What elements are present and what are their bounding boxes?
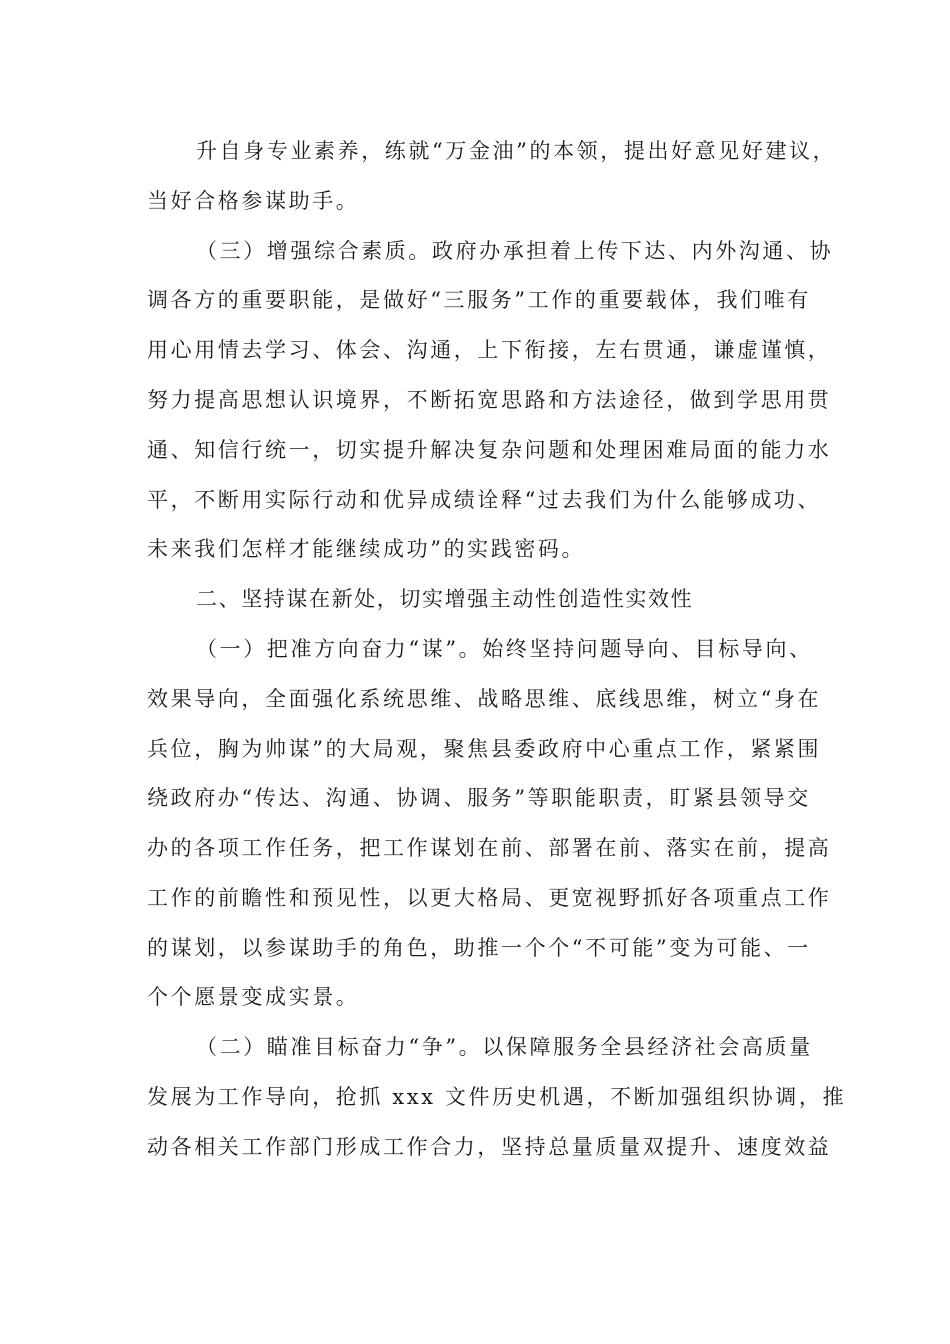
text-line: 工作的前瞻性和预见性，以更大格局、更宽视野抓好各项重点工作 xyxy=(147,886,832,910)
text-line: 调各方的重要职能，是做好“三服务”工作的重要载体，我们唯有 xyxy=(147,288,811,312)
text-line: 努力提高思想认识境界，不断拓宽思路和方法途径，做到学思用贯 xyxy=(147,388,832,412)
text-line: 效果导向，全面强化系统思维、战略思维、底线思维，树立“身在 xyxy=(147,687,822,711)
text-line: 未来我们怎样才能继续成功”的实践密码。 xyxy=(147,537,586,561)
text-line: （一）把准方向奋力“谋”。始终坚持问题导向、目标导向、 xyxy=(196,637,813,661)
text-line: 通、知信行统一，切实提升解决复杂问题和处理困难局面的能力水 xyxy=(147,438,832,462)
text-line: 绕政府办“传达、沟通、协调、服务”等职能职责，盯紧县领导交 xyxy=(147,786,811,810)
text-line: 办的各项工作任务，把工作谋划在前、部署在前、落实在前，提高 xyxy=(147,836,832,860)
text-line: 发展为工作导向，抢抓 xxx 文件历史机遇，不断加强组织协调，推 xyxy=(147,1085,847,1109)
text-line: 用心用情去学习、体会、沟通，上下衔接，左右贯通，谦虚谨慎， xyxy=(147,338,832,362)
text-line: （三）增强综合素质。政府办承担着上传下达、内外沟通、协 xyxy=(196,239,834,263)
text-line: 平，不断用实际行动和优异成绩诠释“过去我们为什么能够成功、 xyxy=(147,488,822,512)
text-line: 当好合格参谋助手。 xyxy=(147,189,360,213)
text-line: （二）瞄准目标奋力“争”。以保障服务全县经济社会高质量 xyxy=(196,1035,813,1059)
text-line: 动各相关工作部门形成工作合力，坚持总量质量双提升、速度效益 xyxy=(147,1135,832,1159)
text-line: 升自身专业素养，练就“万金油”的本领，提出好意见好建议， xyxy=(196,139,837,163)
section-heading: 二、坚持谋在新处，切实增强主动性创造性实效性 xyxy=(196,587,694,611)
text-line: 个个愿景变成实景。 xyxy=(147,985,360,1009)
text-line: 的谋划，以参谋助手的角色，助推一个个“不可能”变为可能、一 xyxy=(147,936,811,960)
text-line: 兵位，胸为帅谋”的大局观，聚焦县委政府中心重点工作，紧紧围 xyxy=(147,737,822,761)
